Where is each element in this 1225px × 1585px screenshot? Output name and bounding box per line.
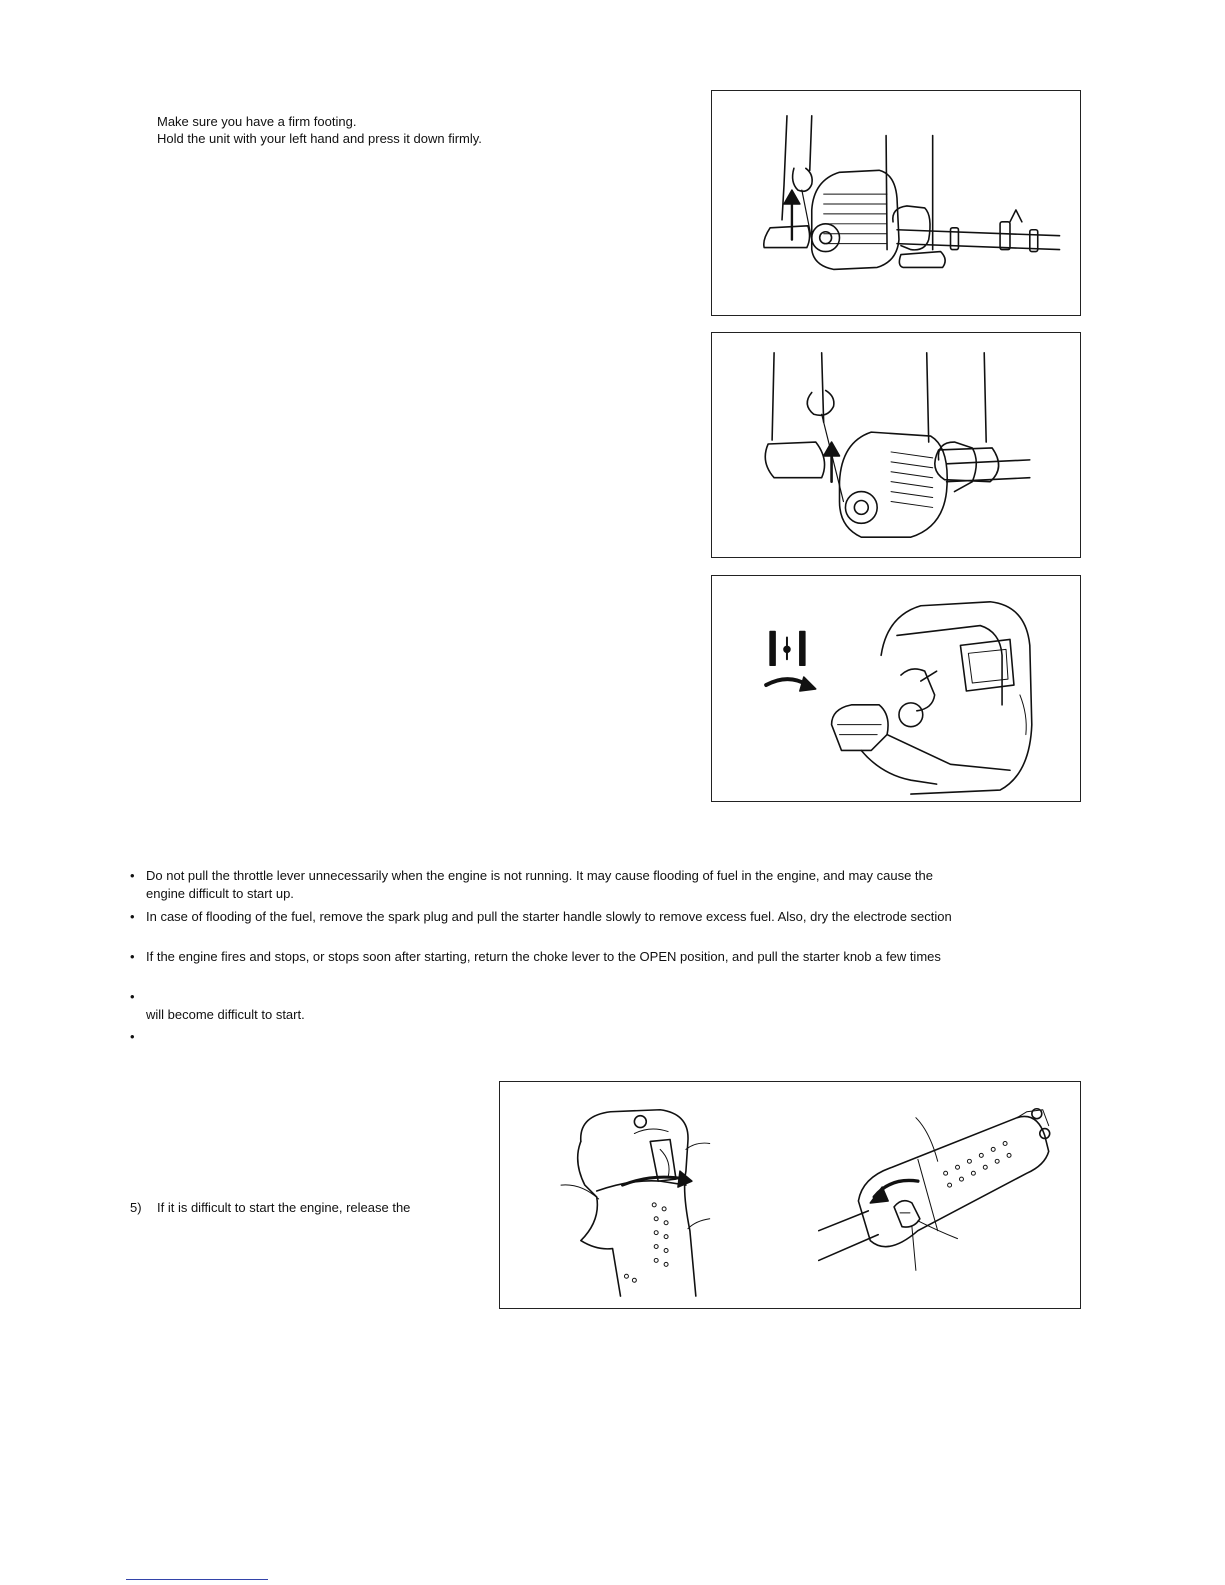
figure-throttle-grips [499, 1081, 1081, 1309]
note-bullet-2: • [130, 909, 135, 924]
step-5-text: If it is difficult to start the engine, release the [157, 1200, 411, 1215]
note-1-line-1: Do not pull the throttle lever unnecessarily when the engine is not running. It may cause flooding of fuel in the engine, and may cause the [146, 868, 933, 883]
note-bullet-3: • [130, 949, 135, 964]
intro-line-2: Hold the unit with your left hand and press it down firmly. [157, 131, 482, 146]
choke-lever-open-figure [712, 576, 1080, 801]
note-2-line-1: In case of flooding of the fuel, remove the spark plug and pull the starter handle slowly to remove excess fuel. Also, dry the electrode section [146, 909, 952, 924]
note-bullet-5: • [130, 1029, 135, 1044]
step-5-number: 5) [130, 1200, 142, 1215]
figure-starting-stance [711, 90, 1081, 316]
note-4-line-2: will become difficult to start. [146, 1007, 305, 1022]
intro-line-1: Make sure you have a firm footing. [157, 114, 357, 129]
starting-pull-closeup-figure [712, 333, 1080, 557]
figure-starting-pull [711, 332, 1081, 558]
throttle-grip-figure [500, 1082, 1080, 1308]
starting-pull-operator-figure [712, 91, 1080, 315]
note-bullet-1: • [130, 868, 135, 883]
figure-choke-lever [711, 575, 1081, 802]
note-3-line-1: If the engine fires and stops, or stops soon after starting, return the choke lever to the OPEN position, and pull the starter knob a few times [146, 949, 941, 964]
note-1-line-2: engine difficult to start up. [146, 886, 294, 901]
footer-link-underline[interactable] [126, 1579, 268, 1580]
note-bullet-4: • [130, 989, 135, 1004]
